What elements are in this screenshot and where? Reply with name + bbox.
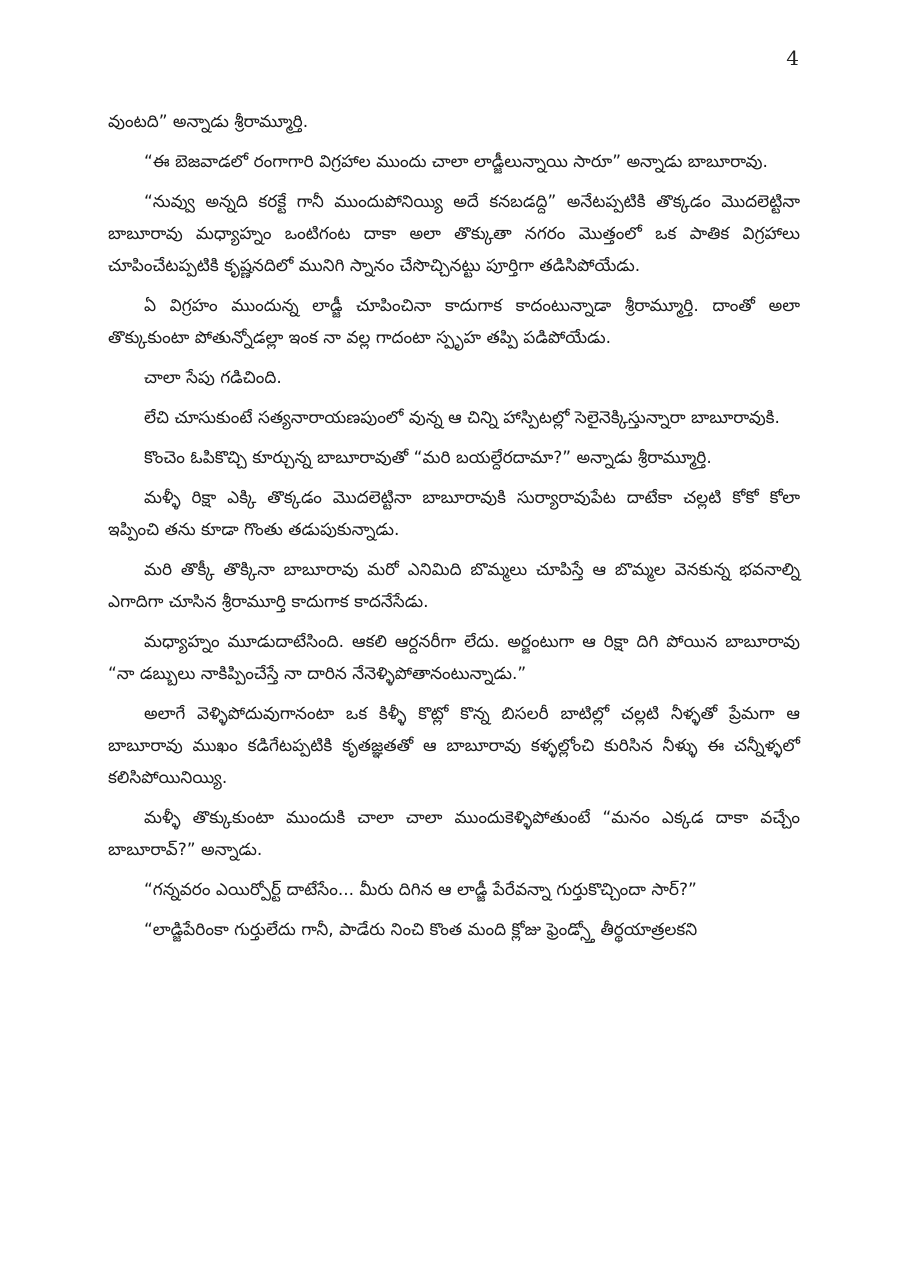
paragraph-14: “లాడ్జిపేరింకా గుర్తులేదు గానీ, పాడేరు నించి కొంత మంది క్లోజు ఫ్రెండ్స్తో తీర్థయాత్రలకని <box>144 920 698 940</box>
paragraph-4: ఏ విగ్రహం ముందున్న లాడ్జీ చూపించినా కాదుగాక కాదంటున్నాడా శ్రీరామ్మూర్తి. దాంతో అలా తొక్కుకుంటా పోతున్నోడల్లా ఇంక నా వల్ల గాదంటా స్పృహ తప్పి పడిపోయేడు. <box>108 296 800 348</box>
paragraph-7: కొంచెం ఓపికొచ్చి కూర్చున్న బాబూరావుతో “మరి బయల్దేరదామా?” అన్నాడు శ్రీరామ్మూర్తి. <box>144 448 712 468</box>
paragraph-6: లేచి చూసుకుంటే సత్యనారాయణపుంలో వున్న ఆ చిన్ని హాస్పిటల్లో సెలైనెక్కిస్తున్నారా బాబూరావుకి. <box>144 408 780 428</box>
paragraph-5: చాలా సేపు గడిచింది. <box>144 368 282 388</box>
paragraph-1: వుంటది” అన్నాడు శ్రీరామ్మూర్తి. <box>108 112 309 132</box>
paragraph-8: మళ్ళీ రిక్షా ఎక్కి తొక్కడం మొదలెట్టినా బాబూరావుకి సుర్యారావుపేట దాటేకా చల్లటి కోకో కోలా ఇప్పించి తను కూడా గొంతు తడుపుకున్నాడు. <box>108 488 800 540</box>
page-number: 4 <box>786 46 799 70</box>
paragraph-9: మరి తొక్కీ తొక్కినా బాబూరావు మరో ఎనిమిది బొమ్మలు చూపిస్తే ఆ బొమ్మల వెనకున్న భవనాల్ని ఎగాదిగా చూసిన శ్రీరామూర్తి కాదుగాక కాదనేసేడు. <box>108 560 800 612</box>
paragraph-13: “గన్నవరం ఎయిర్పోర్ట్ దాటేసేం... మీరు దిగిన ఆ లాడ్జీ పేరేవన్నా గుర్తుకొచ్చిందా సార్?” <box>144 880 697 900</box>
paragraph-11: అలాగే వెళ్ళిపోదువుగానంటా ఒక కిళ్ళీ కొట్లో కొన్న బిసలరీ బాటిల్లో చల్లటి నీళ్ళతో ప్రేమగా ఆ బాబూరావు ముఖం కడిగేటప్పటికి కృతజ్ఞతతో ఆ బాబూరావు కళ్ళల్లోంచి కురిసిన నీళ్ళు ఈ చన్నీళ్ళలో కలిసిపోయినియ్యి. <box>108 704 800 788</box>
paragraph-2: “ఈ బెజవాడలో రంగాగారి విగ్రహాల ముందు చాలా లాడ్జీలున్నాయి సారూ” అన్నాడు బాబూరావు. <box>144 152 768 172</box>
paragraph-12: మళ్ళీ తొక్కుకుంటా ముందుకి చాలా చాలా ముందుకెళ్ళిపోతుంటే “మనం ఎక్కడ దాకా వచ్చేం బాబూరావ్?” అన్నాడు. <box>108 808 800 860</box>
document-body <box>108 106 800 954</box>
paragraph-10: మధ్యాహ్నం మూడుదాటేసింది. ఆకలి ఆర్దనరీగా లేదు. అర్జంటుగా ఆ రిక్షా దిగి పోయిన బాబూరావు “నా డబ్బులు నాకిప్పించేస్తే నా దారిన నేనెళ్ళిపోతానంటున్నాడు.” <box>108 632 800 684</box>
paragraph-3: “నువ్వు అన్నది కరక్టే గానీ ముందుపోనియ్యి అదే కనబడద్ది” అనేటప్పటికి తొక్కడం మొదలెట్టినా బాబూరావు మధ్యాహ్నం ఒంటిగంట దాకా అలా తొక్కుతా నగరం మొత్తంలో ఒక పాతిక విగ్రహాలు చూపించేటప్పటికి కృష్ణనదిలో మునిగి స్నానం చేసొచ్చినట్టు పూర్తిగా తడిసిపోయేడు. <box>108 192 800 276</box>
